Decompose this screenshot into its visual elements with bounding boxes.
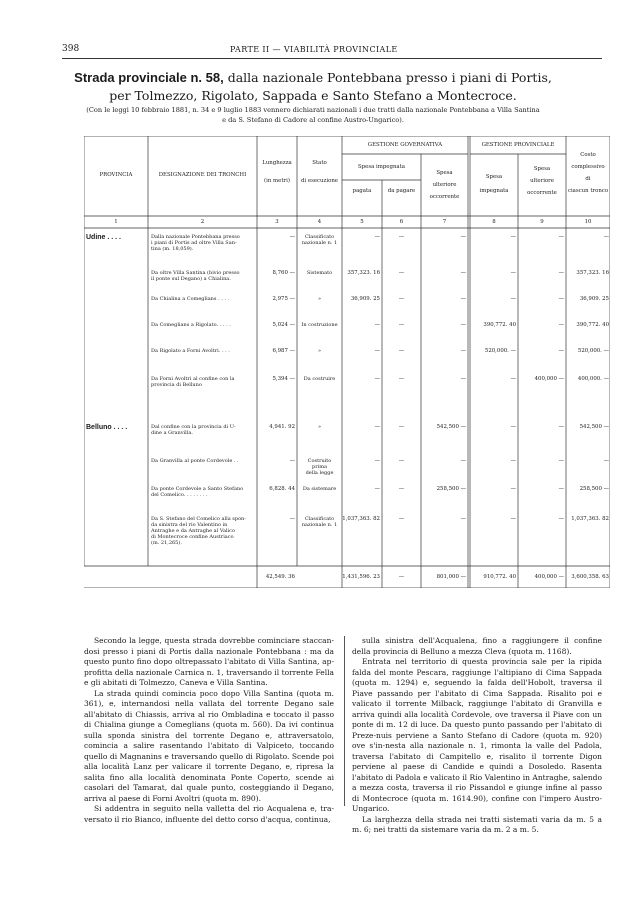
col-number: 2 (200, 219, 205, 225)
header-spesa-ulteriore-1: Spesa (436, 170, 453, 176)
cell-ulteriore: — (460, 376, 466, 382)
cell-impegnata: — (510, 424, 516, 430)
header-spesa-ulteriore-prov-3: occorrente (527, 190, 557, 196)
tronco-designation-line: Dalla nazionale Pontebbana presso (151, 234, 240, 240)
total-costo: 3,600,358. 63 (571, 574, 609, 580)
cell-impegnata: — (510, 270, 516, 276)
total-pagata: 1,431,596. 23 (342, 574, 380, 580)
paragraph: La larghezza della strada nei tratti sistemati varia da m. 5 a m. 6; nei tratti da sistemare varia da m. 2 a m. 5. (352, 814, 602, 834)
tronco-designation-line: Da ponte Cordevole a Santo Stefano (151, 486, 244, 492)
cell-lunghezza: 4,941. 92 (269, 424, 295, 430)
tronco-designation-line: del Comelico. . . . . . . . (151, 492, 208, 498)
tronco-designation-line: Da Rigolato a Forni Avoltri. . . . (151, 348, 230, 354)
header-costo-2: complessivo (571, 164, 605, 170)
header-da-pagare: da pagare (387, 188, 416, 194)
cell-costo: 36,909. 25 (579, 296, 609, 302)
cell-ulteriore-prov: — (558, 322, 564, 328)
header-spesa-impegnata-prov-1: Spesa (485, 174, 503, 180)
col-number: 9 (540, 219, 544, 225)
col-number: 3 (275, 219, 279, 225)
col-number: 5 (360, 219, 364, 225)
header-spesa-ulteriore-prov-1: Spesa (533, 166, 551, 172)
tronco-designation-line: il ponte sul Degano) a Chialina. (151, 276, 231, 282)
cell-ulteriore: 258,500 — (436, 486, 466, 492)
tronco-designation-line: Da oltre Villa Santina (bivio presso (151, 270, 240, 276)
cell-impegnata: — (510, 516, 516, 522)
cell-pagata: — (374, 322, 380, 328)
cell-lunghezza: 5,024 — (272, 322, 295, 328)
header-stato: Stato (312, 160, 327, 166)
tronco-designation-line: Dal confine con la provincia di U- (151, 424, 236, 430)
cell-costo: — (603, 234, 609, 240)
header-lunghezza-unit: (in metri) (264, 178, 290, 184)
header-spesa-ulteriore-2: ulteriore (432, 182, 457, 188)
cell-ulteriore-prov: — (558, 458, 564, 464)
tronco-designation-line: di Montecroce confine Austriaco (151, 534, 234, 540)
cell-impegnata: — (510, 376, 516, 382)
cell-pagata: — (374, 424, 380, 430)
total-lunghezza: 42,549. 36 (265, 574, 295, 580)
cell-pagata: 1,037,363. 82 (342, 516, 380, 522)
header-spesa-impegnata-prov-2: impegnata (479, 188, 509, 194)
cell-stato: Classificato (304, 234, 335, 240)
road-title-lead: Strada provinciale n. 58, (74, 70, 224, 85)
cell-ulteriore: — (460, 516, 466, 522)
province-belluno: Belluno . . . . (86, 424, 128, 431)
cell-stato: nazionale n. 1 (301, 240, 338, 246)
cell-ulteriore: — (460, 458, 466, 464)
body-column-right (352, 636, 602, 836)
tronco-designation-line: Da S. Stefano del Comelico alla spon- (151, 516, 246, 522)
cell-da-pagare: — (398, 348, 405, 354)
header-costo-3: di (585, 176, 591, 182)
cell-ulteriore: — (460, 270, 466, 276)
header-costo-1: Costo (580, 152, 596, 158)
cell-stato: » (317, 424, 322, 430)
cell-da-pagare: — (398, 376, 405, 382)
cell-ulteriore-prov: 400,000 — (534, 376, 564, 382)
header-costo-4: ciascun tronco (567, 188, 609, 194)
data-table (84, 136, 610, 588)
col-number: 4 (317, 219, 322, 225)
cell-stato: nazionale n. 1 (301, 522, 338, 528)
cell-ulteriore: — (460, 296, 466, 302)
body-column-left (84, 636, 334, 825)
cell-stato: Da costruire (303, 376, 336, 382)
cell-stato: Da sistemare (302, 486, 337, 492)
tronco-designation-line: provincia di Belluno (151, 382, 202, 388)
header-gestione-governativa: GESTIONE GOVERNATIVA (367, 142, 443, 148)
cell-stato: prima (312, 464, 327, 470)
cell-ulteriore-prov: — (558, 516, 564, 522)
law-note-line-2: e da S. Stefano di Cadore al confine Austro-Ungarico). (222, 116, 404, 124)
province-udine: Udine . . . . (86, 234, 122, 241)
cell-lunghezza: 6,828. 44 (269, 486, 295, 492)
cell-lunghezza: — (289, 458, 295, 464)
col-number: 6 (399, 219, 404, 225)
cell-pagata: 357,323. 16 (347, 270, 380, 276)
road-title-line-2: per Tolmezzo, Rigolato, Sappada e Santo Stefano a Montecroce. (109, 88, 517, 103)
cell-ulteriore: — (460, 234, 466, 240)
cell-da-pagare: — (398, 270, 405, 276)
header-lunghezza: Lunghezza (262, 160, 292, 166)
header-designazione: DESIGNAZIONE DEI TRONCHI (158, 172, 247, 178)
cell-costo: 390,772. 40 (576, 322, 609, 328)
tronco-designation-line: Da Chialina a Comeglians . . . . (151, 296, 230, 302)
tronco-designation-line: (m. 21,265). (151, 540, 182, 546)
cell-costo: — (603, 458, 609, 464)
cell-lunghezza: — (289, 516, 295, 522)
cell-stato: della legge (305, 470, 334, 476)
cell-ulteriore-prov: — (558, 234, 564, 240)
cell-lunghezza: 8,760 — (272, 270, 295, 276)
cell-lunghezza: 6,987 — (272, 348, 295, 354)
tronco-designation-line: Da Forni Avoltri al confine con la (151, 376, 235, 382)
paragraph: Si addentra in seguito nella valletta del rio Acqualena e, tra-versato il rio Bianco, influente del detto corso d'acqua, continua, (84, 804, 334, 824)
cell-costo: 357,323. 16 (576, 270, 609, 276)
header-spesa-ulteriore-3: occorrente (429, 194, 460, 200)
cell-pagata: — (374, 486, 380, 492)
cell-da-pagare: — (398, 424, 405, 430)
cell-stato: In costruzione (301, 322, 338, 328)
col-number: 8 (492, 219, 496, 225)
cell-costo: 542,500 — (579, 424, 609, 430)
header-stato-sub: di esecuzione (301, 178, 338, 184)
cell-impegnata: — (510, 296, 516, 302)
cell-costo: 400,000. — (577, 376, 609, 382)
page-number: 398 (62, 44, 80, 54)
cell-pagata: — (374, 234, 380, 240)
tronco-designation-line: Da Granvilla al ponte Cordevole . . (151, 458, 239, 464)
header-rule (62, 58, 602, 59)
road-title-line-1 (0, 70, 626, 85)
cell-ulteriore: 542,500 — (436, 424, 466, 430)
cell-ulteriore-prov: — (558, 348, 564, 354)
header-pagata: pagata (352, 188, 372, 194)
tronco-designation-line: Antraghe e da Antraghe al Valico (151, 528, 235, 534)
cell-impegnata: 390,772. 40 (483, 322, 516, 328)
col-number: 10 (584, 219, 592, 225)
running-title: PARTE II — VIABILITÀ PROVINCIALE (230, 45, 398, 54)
total-da-pagare: — (398, 574, 405, 580)
cell-stato: Classificato (304, 516, 335, 522)
cell-ulteriore-prov: — (558, 424, 564, 430)
cell-stato: Costruito (307, 458, 332, 464)
cell-ulteriore-prov: — (558, 296, 564, 302)
cell-lunghezza: 2,975 — (272, 296, 295, 302)
header-spesa-impegnata: Spesa impegnata (357, 164, 406, 170)
total-impegnata: 910,772. 40 (483, 574, 516, 580)
total-ulteriore-prov: 400,000 — (534, 574, 564, 580)
tronco-designation-line: dine a Granvilla. (151, 430, 193, 436)
paragraph: Secondo la legge, questa strada dovrebbe cominciare staccan-dosi presso i piani di Portis dalla nazionale Pontebbana : ma da questo punto fino dopo oltrepassato l'abitato di Villa Santina, ap-profitta della nazionale Carnica n. 1, traversando il torrente Fella e gli abitati di Tolmezzo, Caneva e Villa Santina. (84, 636, 334, 687)
col-number: 1 (114, 219, 118, 225)
column-divider (344, 636, 345, 806)
tronco-designation-line: i piani di Portis ad oltre Villa San- (151, 240, 237, 246)
cell-pagata: — (374, 458, 380, 464)
cell-pagata: — (374, 376, 380, 382)
cell-ulteriore-prov: — (558, 270, 564, 276)
cell-da-pagare: — (398, 516, 405, 522)
tronco-designation-line: Da Comeglians a Rigolato. . . . . (151, 322, 231, 328)
cell-pagata: — (374, 348, 380, 354)
cell-impegnata: 520,000. — (484, 348, 516, 354)
cell-da-pagare: — (398, 486, 405, 492)
cell-costo: 258,500 — (579, 486, 609, 492)
cell-stato: » (317, 296, 322, 302)
total-ulteriore: 801,000 — (436, 574, 466, 580)
cell-impegnata: — (510, 486, 516, 492)
cell-ulteriore-prov: — (558, 486, 564, 492)
tronco-designation-line: tina (m. 18,059). (151, 246, 194, 252)
cell-impegnata: — (510, 234, 516, 240)
cell-da-pagare: — (398, 322, 405, 328)
cell-da-pagare: — (398, 234, 405, 240)
header-gestione-provinciale: GESTIONE PROVINCIALE (481, 142, 555, 148)
header-spesa-ulteriore-prov-2: ulteriore (530, 178, 554, 184)
cell-da-pagare: — (398, 458, 405, 464)
cell-lunghezza: 5,394 — (272, 376, 295, 382)
cell-pagata: 36,909. 25 (350, 296, 380, 302)
col-number: 7 (442, 219, 447, 225)
cell-costo: 1,037,363. 82 (571, 516, 609, 522)
cell-impegnata: — (510, 458, 516, 464)
cell-da-pagare: — (398, 296, 405, 302)
cell-stato: » (317, 348, 322, 354)
law-note-line-1: (Con le leggi 10 febbraio 1881, n. 34 e 9 luglio 1883 vennero dichiarati nazionali i due tratti dalla nazionale Pontebbana a Villa Santina (86, 106, 540, 114)
cell-ulteriore: — (460, 348, 466, 354)
paragraph: La strada quindi comincia poco dopo Villa Santina (quota m. 361), e, internandosi nella vallata del torrente Degano sale all'abitato di Chiassis, arriva al rio Ombladina e toccato il passo di Chialina giunge a Comeglians (quota m. 560). Da ivi continua sulla sponda sinistra del torrente Degano e, attraversatolo, comincia a salire rasentando l'abitato di Valpiceto, toccando quello di Magnanins e traversando quello di Rigolato. Scende poi alla località Lanz per valicare il torrente Degano, e, ripresa la salita fino alla località denominata Ponte Coperto, scende ai casolari del Tamarat, dal quale punto, costeggiando il Degano, arriva al paese di Forni Avoltri (quota m. 890). (84, 688, 334, 803)
tronco-designation-line: da sinistra del rio Valentino in (151, 522, 228, 528)
cell-ulteriore: — (460, 322, 466, 328)
road-title-rest-1: dalla nazionale Pontebbana presso i piani di Portis, (227, 70, 552, 85)
cell-costo: 520,000. — (577, 348, 609, 354)
paragraph: sulla sinistra dell'Acqualena, fino a raggiungere il confine della provincia di Belluno a mezza Cleva (quota m. 1168). (352, 636, 602, 656)
cell-stato: Sistemato (306, 270, 333, 276)
header-provincia: PROVINCIA (99, 172, 133, 178)
cell-lunghezza: — (289, 234, 295, 240)
paragraph: Entrata nel territorio di questa provincia sale per la ripida falda del monte Pescara, raggiunge l'altipiano di Cima Sappada (quota m. 1294) e, seguendo la falda dell'Hobolt, traversa il Piave passando per l'abitato di Cima Sappada. Risalito poi e valicato il torrente Milback, raggiunge l'abitato di Granvilla e arriva quindi alla località Cordevole, ove traversa il Piave con un ponte di m. 12 di luce. Da questo punto passando per l'abitato di Preze-nuis perviene a Santo Stefano di Cadore (quota m. 920) ove s'in-nesta alla nazionale n. 1, rimonta la valle del Padola, traversa l'abitato di Campitello e, risalito il torrente Digon perviene al paese di Candide e quindi a Dosoledo. Rasenta l'abitato di Padola e valicato il Rio Valentino in Antraghe, salendo a mezza costa, traversa il rio Pissandol e giunge infine al passo di Montecroce (quota m. 1614.90), confine con l'impero Austro-Ungarico. (352, 657, 602, 813)
